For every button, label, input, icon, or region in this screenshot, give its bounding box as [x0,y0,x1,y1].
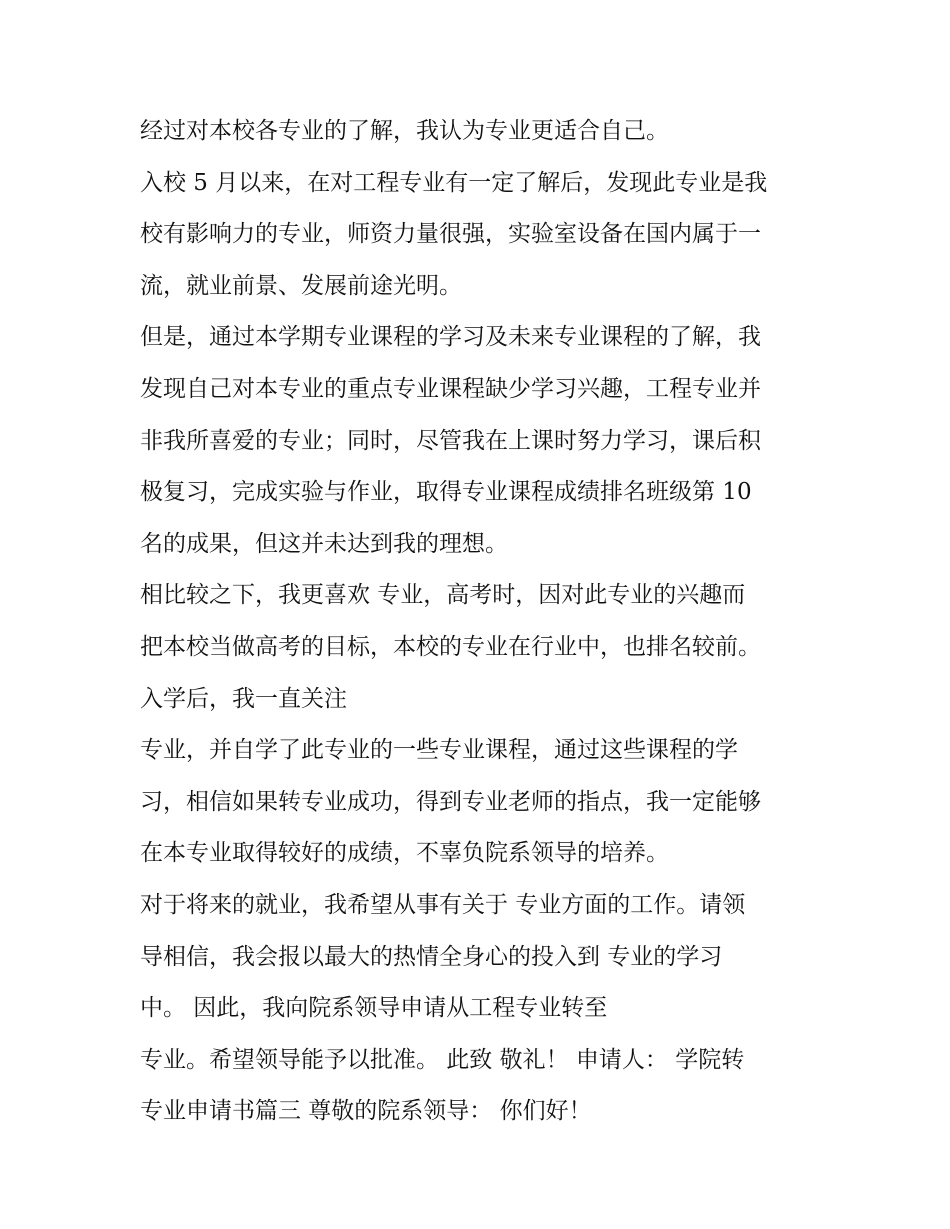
text-line: 但是，通过本学期专业课程的学习及未来专业课程的了解，我 [140,324,761,351]
text-line: 把本校当做高考的目标，本校的专业在行业中，也排名较前。 [140,633,761,660]
text-line: 名的成果，但这并未达到我的理想。 [140,530,508,557]
text-line: 专业申请书篇三 尊敬的院系领导： 你们好！ [140,1098,592,1125]
text-line: 导相信，我会报以最大的热情全身心的投入到 专业的学习 [140,943,723,970]
text-line: 经过对本校各专业的了解，我认为专业更适合自己。 [140,118,669,144]
text-line: 中。 因此，我向院系领导申请从工程专业转至 [140,995,608,1022]
text-line: 发现自己对本专业的重点专业课程缺少学习兴趣，工程专业并 [140,375,761,402]
text-line: 相比较之下，我更喜欢 专业，高考时，因对此专业的兴趣而 [140,582,746,609]
text-line: 专业，并自学了此专业的一些专业课程，通过这些课程的学 [140,737,738,764]
text-line: 对于将来的就业，我希望从事有关于 专业方面的工作。请领 [140,891,746,918]
text-line: 校有影响力的专业，师资力量很强，实验室设备在国内属于一 [140,221,761,248]
text-line: 习，相信如果转专业成功，得到专业老师的指点，我一定能够 [140,788,761,815]
text-line: 非我所喜爱的专业；同时，尽管我在上课时努力学习，课后积 [140,427,761,454]
text-line: 在本专业取得较好的成绩，不辜负院系领导的培养。 [140,840,669,867]
text-line: 入学后，我一直关注 [140,685,347,712]
text-line: 流，就业前景、发展前途光明。 [140,272,462,299]
body-text [140,106,840,1138]
text-line: 入校 5 月以来，在对工程专业有一定了解后，发现此专业是我 [140,169,768,196]
text-line: 专业。希望领导能予以批准。 此致 敬礼！ 申请人： 学院转 [140,1046,745,1073]
text-line: 极复习，完成实验与作业，取得专业课程成绩排名班级第 10 [140,479,752,506]
